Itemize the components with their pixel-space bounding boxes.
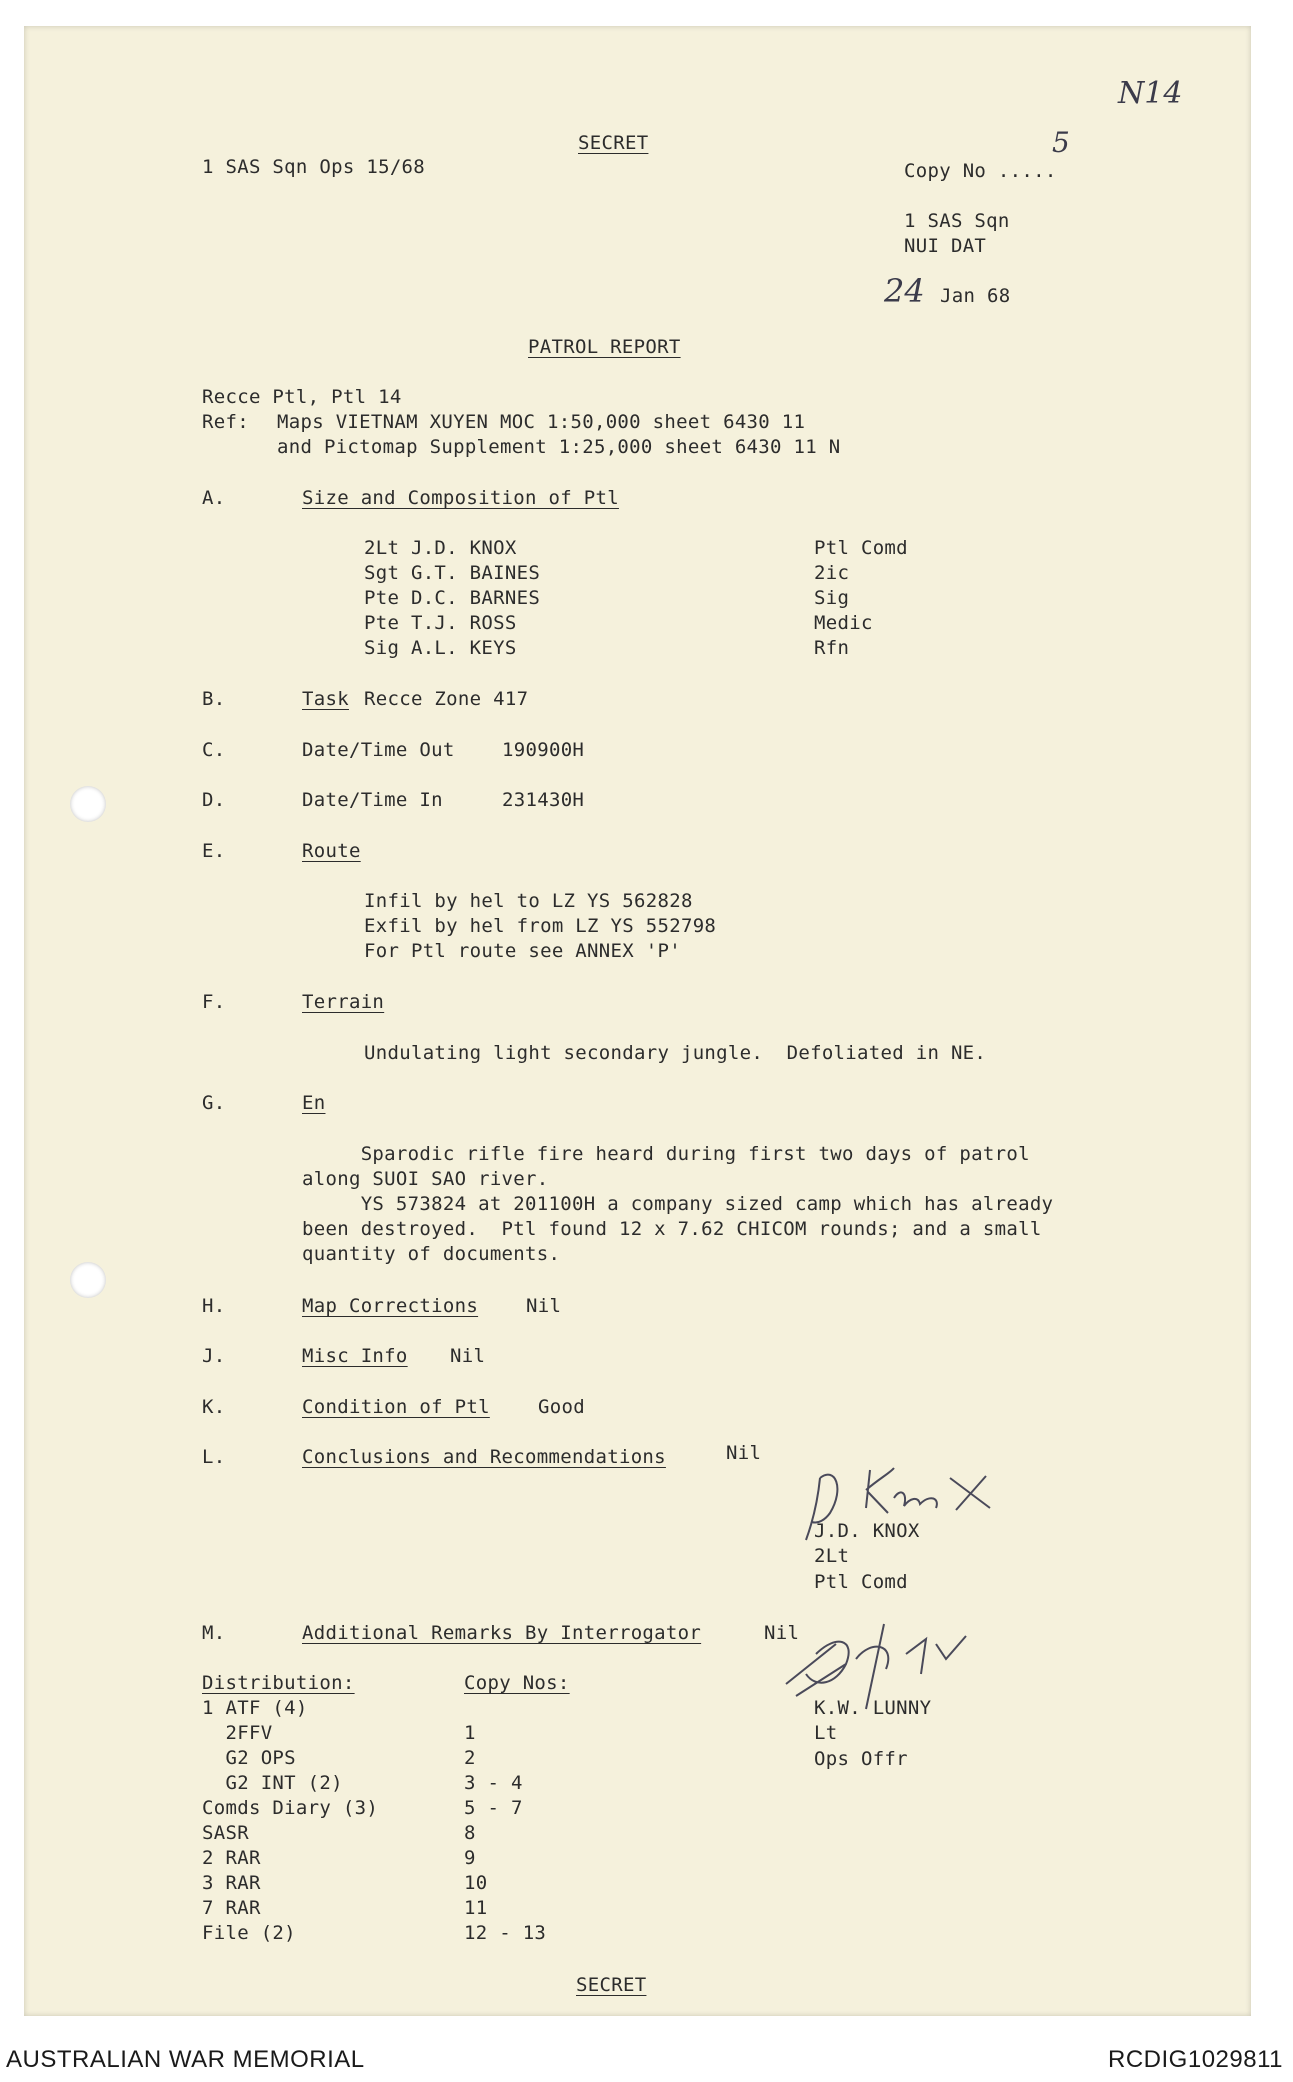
distribution-heading: Distribution:: [202, 1672, 355, 1694]
distribution-entry: 1 ATF (4): [202, 1697, 308, 1719]
section-g-heading: En: [302, 1092, 326, 1114]
section-a-heading: Size and Composition of Ptl: [302, 487, 619, 509]
section-k-heading: Condition of Ptl: [302, 1396, 490, 1418]
punch-hole: [70, 1262, 106, 1298]
section-h-value: Nil: [526, 1295, 562, 1317]
handwritten-file-number: N14: [1118, 76, 1183, 111]
distribution-entry: Comds Diary (3): [202, 1797, 379, 1819]
unit-location: NUI DAT: [904, 235, 987, 257]
member-name: Pte T.J. ROSS: [364, 612, 517, 634]
section-d-heading: Date/Time In: [302, 789, 443, 811]
ref-line-1: Maps VIETNAM XUYEN MOC 1:50,000 sheet 6430 11: [277, 411, 806, 433]
distribution-copies: 9: [464, 1847, 476, 1869]
distribution-copies: 10: [464, 1872, 488, 1894]
section-b-value: Recce Zone 417: [364, 688, 529, 710]
section-h-heading: Map Corrections: [302, 1295, 479, 1317]
member-role: Sig: [814, 587, 850, 609]
section-j-value: Nil: [450, 1345, 486, 1367]
distribution-entry: G2 OPS: [202, 1747, 296, 1769]
signatory-2-rank: Lt: [814, 1722, 838, 1744]
footer-archive-name: AUSTRALIAN WAR MEMORIAL: [6, 2046, 365, 2073]
enemy-text-line: along SUOI SAO river.: [302, 1168, 549, 1190]
member-role: 2ic: [814, 562, 850, 584]
member-name: Sgt G.T. BAINES: [364, 562, 541, 584]
section-f-text: Undulating light secondary jungle. Defoliated in NE.: [364, 1042, 987, 1064]
distribution-entry: File (2): [202, 1922, 296, 1944]
section-h-letter: H.: [202, 1295, 226, 1317]
section-e-heading: Route: [302, 840, 361, 862]
signatory-2-name: K.W. LUNNY: [814, 1697, 932, 1719]
unit-name: 1 SAS Sqn: [904, 210, 1010, 232]
distribution-entry: 3 RAR: [202, 1872, 261, 1894]
ops-reference: 1 SAS Sqn Ops 15/68: [202, 156, 426, 178]
section-c-letter: C.: [202, 739, 226, 761]
distribution-entry: 2 RAR: [202, 1847, 261, 1869]
section-l-heading: Conclusions and Recommendations: [302, 1446, 666, 1468]
distribution-entry: SASR: [202, 1822, 249, 1844]
enemy-text-line: been destroyed. Ptl found 12 x 7.62 CHICOM rounds; and a small: [302, 1218, 1042, 1240]
ref-label: Ref:: [202, 411, 249, 433]
ref-line-2: and Pictomap Supplement 1:25,000 sheet 6430 11 N: [277, 436, 841, 458]
signatory-1-name: J.D. KNOX: [814, 1520, 920, 1542]
distribution-entry: 7 RAR: [202, 1897, 261, 1919]
distribution-entry: G2 INT (2): [202, 1772, 343, 1794]
section-l-letter: L.: [202, 1446, 226, 1468]
copy-nos-heading: Copy Nos:: [464, 1672, 570, 1694]
distribution-copies: 5 - 7: [464, 1797, 523, 1819]
handwritten-date-day: 24: [884, 272, 925, 310]
footer-record-id: RCDIG1029811: [1108, 2046, 1283, 2073]
section-m-heading: Additional Remarks By Interrogator: [302, 1622, 702, 1644]
classification-bottom: SECRET: [576, 1974, 647, 1996]
report-date: Jan 68: [940, 285, 1011, 307]
distribution-copies: 8: [464, 1822, 476, 1844]
section-m-letter: M.: [202, 1622, 226, 1644]
distribution-copies: 2: [464, 1747, 476, 1769]
section-c-heading: Date/Time Out: [302, 739, 455, 761]
section-f-heading: Terrain: [302, 991, 385, 1013]
signatory-1-rank: 2Lt: [814, 1545, 850, 1567]
section-l-value: Nil: [726, 1442, 762, 1464]
member-name: Sig A.L. KEYS: [364, 637, 517, 659]
section-d-letter: D.: [202, 789, 226, 811]
page-title: PATROL REPORT: [528, 336, 681, 358]
section-k-letter: K.: [202, 1396, 226, 1418]
section-m-value: Nil: [764, 1622, 800, 1644]
distribution-copies: 12 - 13: [464, 1922, 547, 1944]
signatory-2-appointment: Ops Offr: [814, 1748, 908, 1770]
section-f-letter: F.: [202, 991, 226, 1013]
member-name: Pte D.C. BARNES: [364, 587, 541, 609]
copy-no-label: Copy No .....: [904, 160, 1057, 182]
section-g-letter: G.: [202, 1092, 226, 1114]
distribution-copies: 11: [464, 1897, 488, 1919]
signatory-1-appointment: Ptl Comd: [814, 1571, 908, 1593]
enemy-text-line: Sparodic rifle fire heard during first two days of patrol: [302, 1143, 1030, 1165]
punch-hole: [70, 786, 106, 822]
distribution-copies: 3 - 4: [464, 1772, 523, 1794]
handwritten-copy-number: 5: [1052, 126, 1070, 159]
patrol-designation: Recce Ptl, Ptl 14: [202, 386, 402, 408]
member-role: Rfn: [814, 637, 850, 659]
route-line: Exfil by hel from LZ YS 552798: [364, 915, 717, 937]
section-d-value: 231430H: [502, 789, 585, 811]
section-e-letter: E.: [202, 840, 226, 862]
member-role: Ptl Comd: [814, 537, 908, 559]
enemy-text-line: YS 573824 at 201100H a company sized camp which has already: [302, 1193, 1054, 1215]
distribution-entry: 2FFV: [202, 1722, 273, 1744]
section-b-letter: B.: [202, 688, 226, 710]
section-j-heading: Misc Info: [302, 1345, 408, 1367]
section-j-letter: J.: [202, 1345, 226, 1367]
section-c-value: 190900H: [502, 739, 585, 761]
distribution-copies: 1: [464, 1722, 476, 1744]
section-a-letter: A.: [202, 487, 226, 509]
member-role: Medic: [814, 612, 873, 634]
section-k-value: Good: [538, 1396, 585, 1418]
route-line: For Ptl route see ANNEX 'P': [364, 940, 681, 962]
enemy-text-line: quantity of documents.: [302, 1243, 561, 1265]
section-b-heading: Task: [302, 688, 349, 710]
member-name: 2Lt J.D. KNOX: [364, 537, 517, 559]
route-line: Infil by hel to LZ YS 562828: [364, 890, 693, 912]
classification-top: SECRET: [578, 132, 649, 154]
